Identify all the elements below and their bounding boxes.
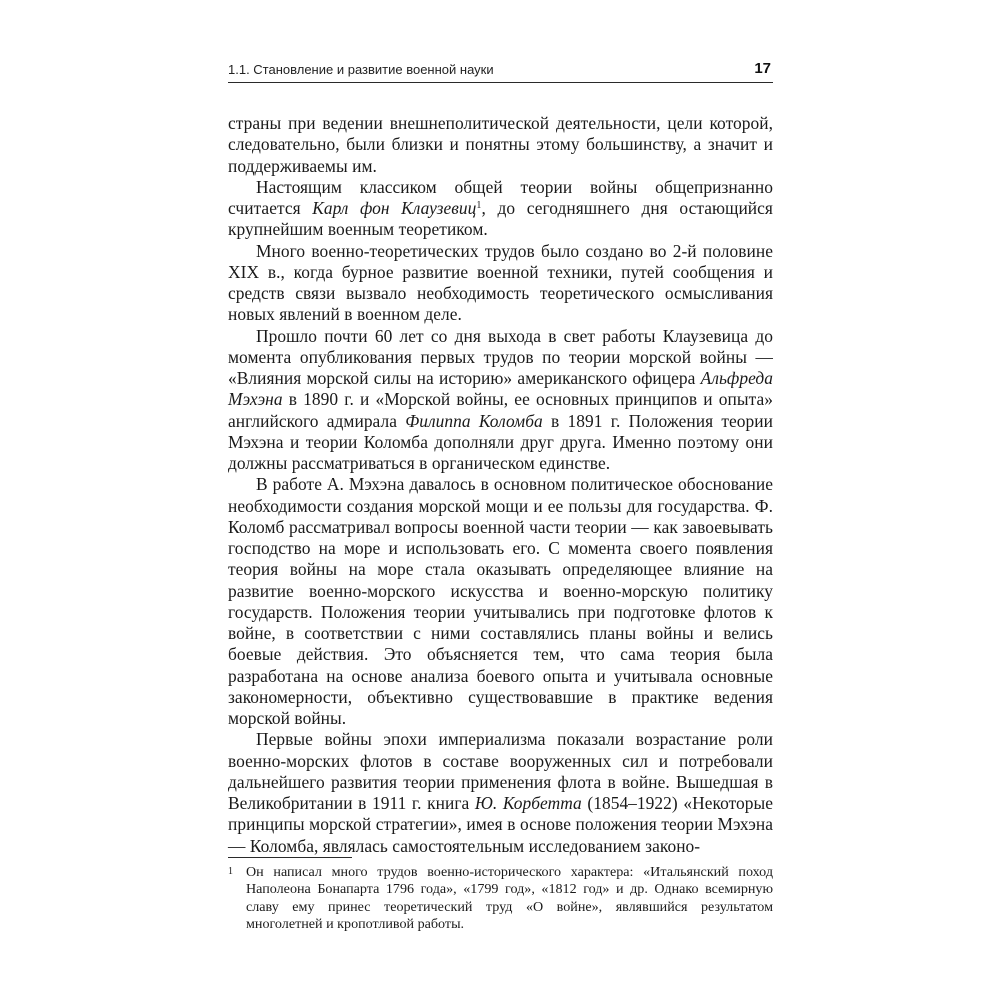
paragraph-4-text-c: в 1891 г. Положения теории Мэхэна и теории Коломба дополняли друг друга. Именно поэтому они должны рассматриваться в органическом единстве. (228, 410, 773, 473)
running-header (228, 60, 773, 83)
paragraph-4-text-a: Прошло почти 60 лет со дня выхода в свет работы Клаузевица до момента опубликования первых трудов по теории морской войны — «Влияния морской силы на историю» американского офицера (228, 325, 773, 388)
paragraph-6-text-b: (1854–1922) «Некоторые принципы морской стратегии», имея в основе положения теории Мэхэна — Коломба, являлась самостоятельным исследованием законо- (228, 793, 774, 856)
paragraph-4 (228, 326, 773, 475)
body-text (228, 113, 773, 857)
paragraph-1: страны при ведении внешнеполитической деятельности, цели которой, следовательно, были близки и понятны этому большинству, а значит и поддерживаемы им. (228, 113, 773, 176)
paragraph-5: В работе А. Мэхэна давалось в основном политическое обоснование необходимости создания морской мощи и ее пользы для государства. Ф. Коломб рассматривал вопросы военной части теории — как завоевывать господство на море и использовать его. С момента своего появления теория войны на море стала оказывать определяющее влияние на развитие военно-морского искусства и военно-морскую политику государств. Положения теории учитывались при подготовке флотов к войне, в соответствии с ними составлялись планы войны и велись боевые действия. Это объясняется тем, что сама теория была разработана на основе анализа боевого опыта и учитывала основные закономерности, объективно существовавшие в практике ведения морской войны. (228, 474, 773, 728)
paragraph-2-text-b: , до сегодняшнего дня остающийся крупнейшим военным теоретиком. (228, 198, 773, 240)
footnote-reference: 1 (476, 200, 482, 211)
paragraph-2-text-a: Настоящим классиком общей теории войны общепризнанно считается (228, 176, 773, 218)
footnote-mark: 1 (228, 866, 233, 877)
paragraph-2 (228, 177, 773, 241)
paragraph-6 (228, 729, 773, 857)
author-name-colomb: Филиппа Коломба (405, 410, 543, 431)
running-header-title: 1.1. Становление и развитие военной науки (228, 62, 494, 77)
footnote-text: Он написал много трудов военно-исторического характера: «Итальянский поход Наполеона Бонапарта 1796 года», «1799 год», «1812 год» и др. Однако всемирную славу ему принес теоретический труд «О войне», являвшийся результатом многолетней и кропотливой работы. (246, 864, 773, 933)
paragraph-6-text-a: Первые войны эпохи империализма показали возрастание роли военно-морских флотов в составе вооруженных сил и потребовали дальнейшего развития теории применения флота в войне. Вышедшая в Великобритании в 1911 г. книга (228, 729, 773, 813)
footnote (228, 864, 773, 934)
author-name-corbett: Ю. Корбетта (474, 793, 582, 813)
paragraph-4-text-b: в 1890 г. и «Морской войны, ее основных принципов и опыта» английского адмирала (228, 389, 773, 431)
paragraph-3: Много военно-теоретических трудов было создано во 2-й половине XIX в., когда бурное развитие военной техники, путей сообщения и средств связи вызвало необходимость теоретического осмысливания новых явлений в военном деле. (228, 240, 773, 325)
page-number: 17 (754, 60, 771, 77)
author-name-clausewitz: Карл фон Клаузевиц (312, 198, 477, 218)
author-name-mahan: Альфреда Мэхэна (228, 368, 773, 410)
footnote-divider (228, 857, 352, 858)
